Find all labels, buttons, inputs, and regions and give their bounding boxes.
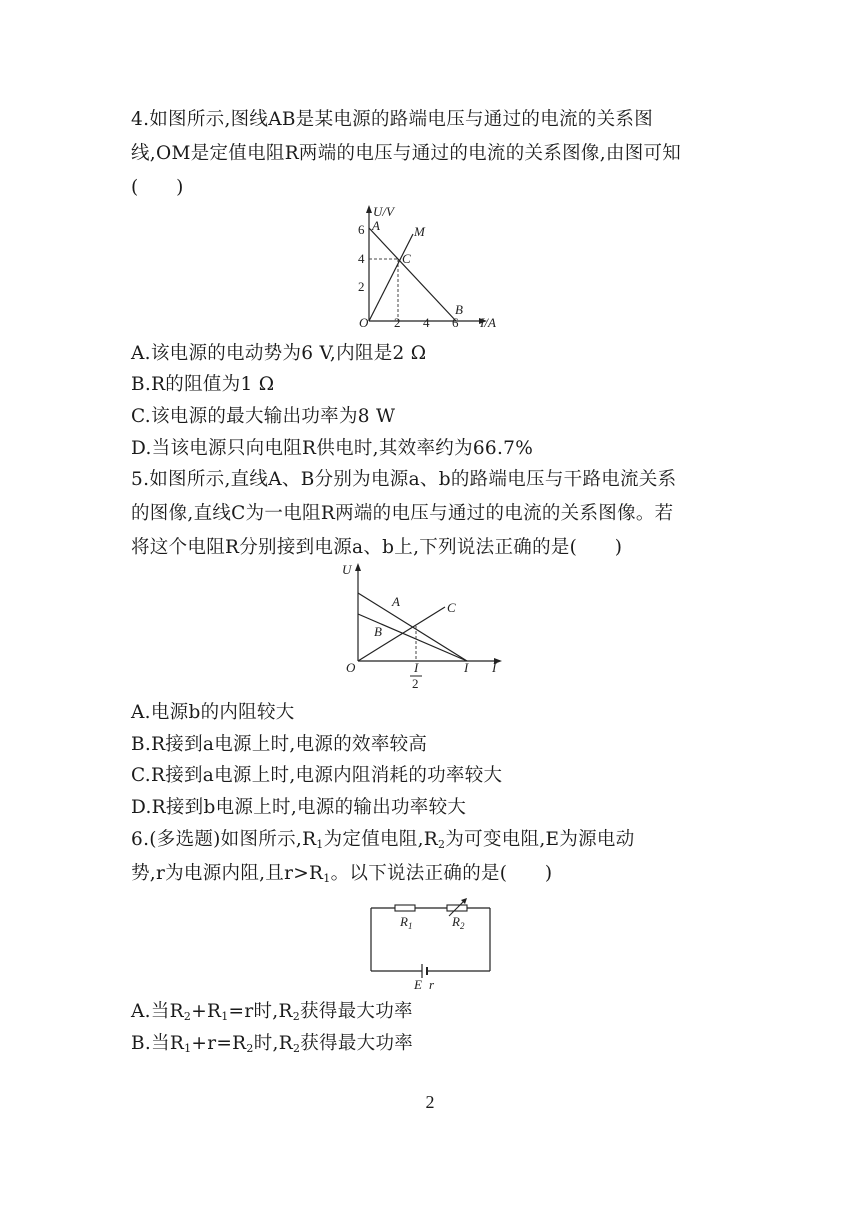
q5-tick-half-num: I xyxy=(414,660,419,675)
q4-option-d: D.当该电源只向电阻R供电时,其效率约为66.7% xyxy=(131,438,534,459)
q4-ui-graph xyxy=(355,203,505,335)
q6-opta-p1: A.当R xyxy=(131,1001,184,1022)
q4-origin: O xyxy=(359,315,369,330)
q5-x-label: I xyxy=(492,660,497,675)
q4-stem-line-3: ( ) xyxy=(131,177,184,198)
q6-r-label: r xyxy=(429,977,435,992)
q5-y-axis-arrow xyxy=(355,563,361,571)
q4-stem-line-2: 线,OM是定值电阻R两端的电压与通过的电流的关系图像,由图可知 xyxy=(131,143,682,164)
q5-label-b: B xyxy=(374,624,382,639)
q5-origin: O xyxy=(346,660,356,675)
q4-line-om xyxy=(369,234,413,321)
q4-stem-line-1: 4.如图所示,图线AB是某电源的路端电压与通过的电流的关系图 xyxy=(131,109,653,130)
q4-tick-y-2: 2 xyxy=(358,279,365,294)
q6-optb-p4: 获得最大功率 xyxy=(300,1033,414,1054)
q6-emf-label: E xyxy=(414,977,422,992)
q6-option-b xyxy=(131,1032,413,1056)
q5-tick-full: I xyxy=(464,660,469,675)
q5-option-a: A.电源b的内阻较大 xyxy=(131,702,295,723)
q4-line-ab xyxy=(369,228,456,321)
q4-y-label: U/V xyxy=(373,204,394,219)
q6-r1-label-sub: 1 xyxy=(407,921,413,931)
q5-stem-line-1: 5.如图所示,直线A、B分别为电源a、b的路端电压与干路电流关系 xyxy=(131,469,677,490)
q4-label-c: C xyxy=(402,251,411,266)
q6-optb-p2: +r=R xyxy=(191,1033,247,1054)
q4-tick-y-4: 4 xyxy=(358,251,365,266)
q5-line-c xyxy=(358,607,445,661)
q6-stem-l2: 势,r为电源内阻,且r>R xyxy=(131,863,324,884)
q4-label-a: A xyxy=(372,218,380,233)
q4-tick-x-4: 4 xyxy=(423,315,430,330)
q6-circuit-diagram xyxy=(365,896,497,992)
q6-opta-s3: 2 xyxy=(292,1010,300,1023)
q6-optb-s3: 2 xyxy=(292,1042,301,1055)
q6-optb-s2: 2 xyxy=(246,1042,254,1055)
q6-opta-p4: 获得最大功率 xyxy=(300,1001,413,1022)
q6-stem-l2-end: 。以下说法正确的是( ) xyxy=(330,863,553,884)
q6-stem-l1: 6.(多选题)如图所示,R xyxy=(131,829,317,850)
q5-y-label: U xyxy=(342,562,352,577)
q6-stem-l1-sub2: 2 xyxy=(438,838,446,851)
q6-stem-l1-end: 为可变电阻,E为源电动 xyxy=(445,829,635,850)
q6-stem-line-1 xyxy=(131,828,635,852)
q6-r1-resistor xyxy=(395,905,415,911)
q4-option-b: B.R的阻值为1 Ω xyxy=(131,374,275,395)
q4-label-m: M xyxy=(414,224,425,239)
q6-stem-line-2 xyxy=(131,862,552,886)
q6-r1-label-text: R xyxy=(400,914,408,929)
q6-stem-l1-mid: 为定值电阻,R xyxy=(323,829,439,850)
q6-opta-s1: 2 xyxy=(183,1010,192,1023)
q6-optb-p1: B.当R xyxy=(131,1033,185,1054)
q6-option-a xyxy=(131,1000,413,1024)
q5-option-b: B.R接到a电源上时,电源的效率较高 xyxy=(131,734,428,755)
q5-option-c: C.R接到a电源上时,电源内阻消耗的功率较大 xyxy=(131,765,503,786)
q4-x-label: I/A xyxy=(480,315,496,330)
q6-r2-label-sub: 2 xyxy=(459,921,465,931)
q5-stem-line-2: 的图像,直线C为一电阻R两端的电压与通过的电流的关系图像。若 xyxy=(131,503,674,524)
q5-label-a: A xyxy=(392,594,400,609)
page-number: 2 xyxy=(425,1092,435,1112)
q6-optb-s1: 1 xyxy=(184,1042,192,1055)
q5-option-d: D.R接到b电源上时,电源的输出功率较大 xyxy=(131,797,467,818)
q6-opta-p3: =r时,R xyxy=(228,1001,293,1022)
q6-opta-s2: 1 xyxy=(221,1010,229,1023)
q6-r2-label-text: R xyxy=(452,914,460,929)
q4-label-b: B xyxy=(455,302,463,317)
q5-label-c: C xyxy=(447,600,456,615)
q6-r2-label xyxy=(451,914,465,931)
q4-tick-x-2: 2 xyxy=(394,315,401,330)
q4-tick-y-6: 6 xyxy=(358,222,365,237)
q6-opta-p2: +R xyxy=(191,1001,222,1022)
q4-option-a: A.该电源的电动势为6 V,内阻是2 Ω xyxy=(131,343,427,364)
q5-tick-half-den: 2 xyxy=(412,676,419,691)
q4-tick-x-6: 6 xyxy=(452,315,459,330)
q6-r1-label xyxy=(399,914,412,931)
q4-option-c: C.该电源的最大输出功率为8 W xyxy=(131,406,396,427)
q5-ui-graph xyxy=(330,560,510,692)
q5-stem-line-3: 将这个电阻R分别接到电源a、b上,下列说法正确的是( ) xyxy=(131,537,623,558)
q6-stem-l1-sub1: 1 xyxy=(316,838,324,851)
q6-optb-p3: 时,R xyxy=(253,1033,293,1054)
q4-y-axis-arrow xyxy=(366,205,372,213)
q6-stem-l2-sub: 1 xyxy=(323,872,331,885)
